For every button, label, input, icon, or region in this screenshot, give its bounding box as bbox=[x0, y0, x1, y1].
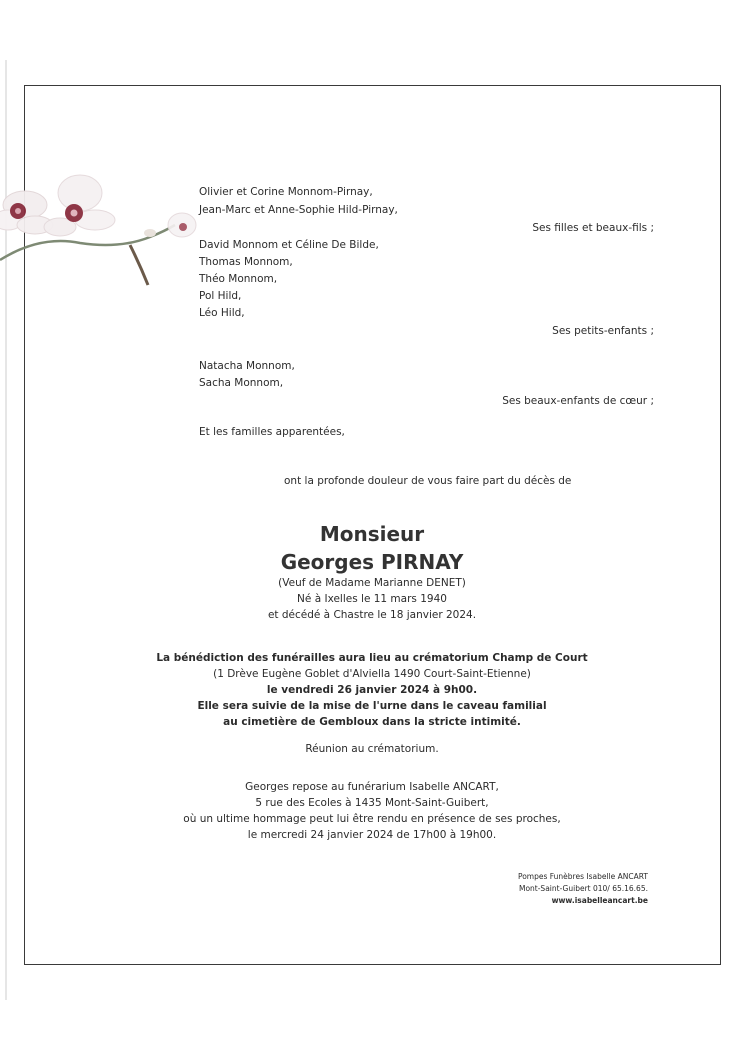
daughter-line-1: Olivier et Corine Monnom-Pirnay, bbox=[199, 186, 373, 198]
funeral-company: Pompes Funèbres Isabelle ANCART bbox=[517, 872, 648, 881]
visitation-line-4: le mercredi 24 janvier 2024 de 17h00 à 19h00. bbox=[247, 829, 497, 841]
widower-line: (Veuf de Madame Marianne DENET) bbox=[278, 577, 466, 589]
visitation-line-1: Georges repose au funérarium Isabelle ANCART, bbox=[245, 781, 499, 793]
funeral-website: www.isabelleancart.be bbox=[551, 896, 648, 905]
honorific: Monsieur bbox=[319, 522, 425, 546]
visitation-line-3: où un ultime hommage peut lui être rendu en présence de ses proches, bbox=[183, 813, 561, 825]
grandchild-line-5: Léo Hild, bbox=[199, 307, 245, 319]
ceremony-line-5: au cimetière de Gembloux dans la stricte intimité. bbox=[223, 716, 521, 728]
birth-line: Né à Ixelles le 11 mars 1940 bbox=[297, 593, 447, 605]
death-line: et décédé à Chastre le 18 janvier 2024. bbox=[267, 609, 477, 621]
grandchildren-caption: Ses petits-enfants ; bbox=[552, 325, 654, 337]
funeral-phone: Mont-Saint-Guibert 010/ 65.16.65. bbox=[518, 884, 648, 893]
stepchild-line-1: Natacha Monnom, bbox=[199, 360, 295, 372]
grandchild-line-4: Pol Hild, bbox=[199, 290, 242, 302]
stepchildren-caption: Ses beaux-enfants de cœur ; bbox=[502, 395, 654, 407]
stepchild-line-2: Sacha Monnom, bbox=[199, 377, 284, 389]
announcement-line: ont la profonde douleur de vous faire part du décès de bbox=[284, 475, 572, 487]
visitation-line-2: 5 rue des Ecoles à 1435 Mont-Saint-Guibert, bbox=[255, 797, 489, 809]
relatives-line: Et les familles apparentées, bbox=[199, 426, 345, 438]
grandchild-line-2: Thomas Monnom, bbox=[199, 256, 293, 268]
ceremony-line-3: le vendredi 26 janvier 2024 à 9h00. bbox=[266, 684, 478, 696]
ceremony-line-2: (1 Drève Eugène Goblet d'Alviella 1490 Court-Saint-Etienne) bbox=[213, 668, 531, 680]
daughter-line-2: Jean-Marc et Anne-Sophie Hild-Pirnay, bbox=[199, 204, 398, 216]
ceremony-line-4: Elle sera suivie de la mise de l'urne dans le caveau familial bbox=[197, 700, 547, 712]
grandchild-line-3: Théo Monnom, bbox=[199, 273, 278, 285]
ceremony-line-1: La bénédiction des funérailles aura lieu au crématorium Champ de Court bbox=[156, 652, 588, 664]
orchid-decoration bbox=[0, 165, 200, 300]
daughters-caption: Ses filles et beaux-fils ; bbox=[532, 222, 654, 234]
grandchild-line-1: David Monnom et Céline De Bilde, bbox=[199, 239, 379, 251]
deceased-name: Georges PIRNAY bbox=[280, 550, 464, 574]
reunion-line: Réunion au crématorium. bbox=[305, 743, 439, 755]
